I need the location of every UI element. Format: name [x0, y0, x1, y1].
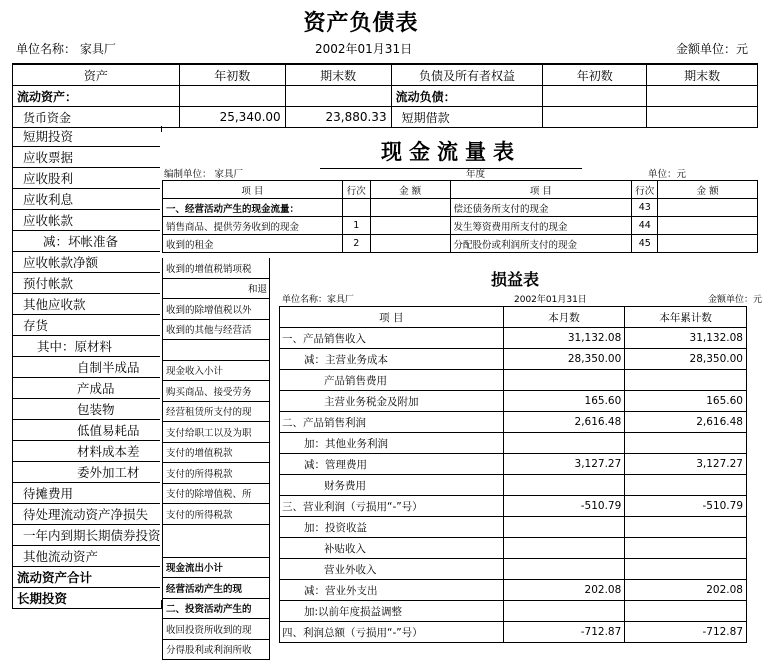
- balance-sheet-unit-name: 单位名称： 家具厂: [16, 42, 116, 56]
- cell-label[interactable]: 一、经营活动产生的现金流量：: [163, 199, 343, 217]
- list-item: [13, 147, 162, 168]
- list-item: [13, 567, 162, 588]
- list-item: [163, 639, 270, 660]
- section-cell[interactable]: 流动负债：: [391, 86, 543, 107]
- header-cell[interactable]: 年初数: [179, 64, 285, 86]
- table-row: [13, 86, 758, 107]
- list-item: [13, 126, 162, 147]
- cell-month[interactable]: 3,127.27: [503, 454, 625, 475]
- cell-label[interactable]: 包装物: [13, 399, 162, 420]
- cell-amount[interactable]: [370, 235, 450, 253]
- cell-label[interactable]: 支付的所得税款: [163, 463, 270, 484]
- cell-label[interactable]: 偿还债务所支付的现金: [450, 199, 632, 217]
- cell-line[interactable]: 44: [632, 217, 658, 235]
- table-row: [280, 433, 747, 454]
- table-row: [280, 517, 747, 538]
- balance-sheet-date: 2002年01月31日: [315, 42, 413, 56]
- cell-label[interactable]: 短期投资: [13, 126, 162, 147]
- cell-label[interactable]: 收到的其他与经营活: [163, 319, 270, 340]
- header-cell[interactable]: 资产: [13, 64, 180, 86]
- list-item: [163, 483, 270, 504]
- cell-year[interactable]: [625, 433, 747, 454]
- cell-year[interactable]: -712.87: [625, 622, 747, 643]
- cell-label[interactable]: 存货: [13, 315, 162, 336]
- list-item: [13, 441, 162, 462]
- cash-flow-year: 年度: [466, 169, 486, 180]
- header-cell[interactable]: 行次: [342, 181, 370, 199]
- list-item: [13, 420, 162, 441]
- header-cell[interactable]: 项 目: [163, 181, 343, 199]
- cell-label[interactable]: 支付给职工以及为职: [163, 422, 270, 443]
- header-cell[interactable]: 负债及所有者权益: [391, 64, 543, 86]
- cell-month[interactable]: [503, 433, 625, 454]
- list-item: [13, 189, 162, 210]
- cell-label[interactable]: 购买商品、接受劳务: [163, 381, 270, 402]
- cell-year[interactable]: [625, 370, 747, 391]
- cell-label[interactable]: 支付的增值税款: [163, 442, 270, 463]
- cell-label[interactable]: 收回投资所收到的现: [163, 619, 270, 640]
- cell-label[interactable]: [163, 524, 270, 557]
- cell-amount[interactable]: [370, 199, 450, 217]
- cell-label[interactable]: 二、产品销售利润: [280, 412, 504, 433]
- cell-month[interactable]: [503, 517, 625, 538]
- cell-amount[interactable]: [658, 217, 758, 235]
- cell-year[interactable]: [625, 601, 747, 622]
- cell-label[interactable]: 自制半成品: [13, 357, 162, 378]
- table-row: [280, 475, 747, 496]
- list-item: [163, 504, 270, 525]
- cell-year[interactable]: [625, 559, 747, 580]
- cell-label[interactable]: 发生筹资费用所支付的现金: [450, 217, 632, 235]
- cell-year[interactable]: [625, 475, 747, 496]
- list-item: [13, 336, 162, 357]
- cell-label[interactable]: 应收帐款: [13, 210, 162, 231]
- cell-label[interactable]: 财务费用: [280, 475, 504, 496]
- cell-year[interactable]: [625, 517, 747, 538]
- cash-flow-title: 现金流量表: [320, 136, 582, 169]
- cell[interactable]: [543, 107, 647, 128]
- balance-sheet-title: 资产负债表: [303, 10, 419, 36]
- list-item: [13, 588, 162, 609]
- cell-label[interactable]: 应收利息: [13, 189, 162, 210]
- cell-month[interactable]: [503, 559, 625, 580]
- cell-label[interactable]: [163, 340, 270, 361]
- list-item: [13, 252, 162, 273]
- cell-label[interactable]: 分配股份或利润所支付的现金: [450, 235, 632, 253]
- cell-label[interactable]: 货币资金: [13, 107, 180, 128]
- income-statement-table: [279, 306, 747, 643]
- list-item: [13, 168, 162, 189]
- cell-label[interactable]: 减：管理费用: [280, 454, 504, 475]
- income-statement-date: 2002年01月31日: [514, 295, 587, 305]
- cell-line[interactable]: 2: [342, 235, 370, 253]
- table-row: [280, 412, 747, 433]
- list-item: [13, 357, 162, 378]
- section-cell[interactable]: 流动资产：: [13, 86, 180, 107]
- cell-label[interactable]: 其中：原材料: [13, 336, 162, 357]
- cell-amount[interactable]: [658, 199, 758, 217]
- cell-label[interactable]: 低值易耗品: [13, 420, 162, 441]
- cell-label[interactable]: 支付的除增值税、所: [163, 483, 270, 504]
- cell-amount[interactable]: [370, 217, 450, 235]
- header-cell[interactable]: 本年累计数: [625, 307, 747, 328]
- cell-year[interactable]: 28,350.00: [625, 349, 747, 370]
- header-cell[interactable]: 项 目: [280, 307, 504, 328]
- header-cell[interactable]: 本月数: [503, 307, 625, 328]
- list-item: [13, 546, 162, 567]
- cell-label[interactable]: 三、营业利润（亏损用“-”号）: [280, 496, 504, 517]
- list-item: [163, 619, 270, 640]
- table-row: [280, 370, 747, 391]
- list-item: [163, 598, 270, 619]
- cell-label[interactable]: 一年内到期长期债券投资: [13, 525, 162, 546]
- list-item: [163, 524, 270, 557]
- table-row: [280, 454, 747, 475]
- cell-label[interactable]: 材料成本差: [13, 441, 162, 462]
- cell-label[interactable]: 待处理流动资产净损失: [13, 504, 162, 525]
- cell-end[interactable]: 23,880.33: [285, 107, 391, 128]
- cell-month[interactable]: 2,616.48: [503, 412, 625, 433]
- cell-label[interactable]: 减：坏帐准备: [13, 231, 162, 252]
- cell-label[interactable]: 委外加工材: [13, 462, 162, 483]
- cell-year[interactable]: 202.08: [625, 580, 747, 601]
- header-cell[interactable]: 年初数: [543, 64, 647, 86]
- cell-year[interactable]: -510.79: [625, 496, 747, 517]
- header-cell[interactable]: 行次: [632, 181, 658, 199]
- cell-line[interactable]: 1: [342, 217, 370, 235]
- cell-label[interactable]: 和退: [163, 278, 270, 299]
- income-statement-money-unit: 金额单位：元: [708, 295, 763, 305]
- table-row: [280, 349, 747, 370]
- table-row: [163, 199, 758, 217]
- income-statement-title: 损益表: [490, 270, 539, 289]
- table-row: [280, 580, 747, 601]
- cell-label[interactable]: 经营活动产生的现: [163, 578, 270, 599]
- income-statement-unit-name: 单位名称：家具厂: [282, 295, 355, 305]
- cell-month[interactable]: [503, 370, 625, 391]
- cell-label[interactable]: 减：主营业务成本: [280, 349, 504, 370]
- list-item: [163, 360, 270, 381]
- table-row: [280, 559, 747, 580]
- cell-line[interactable]: [342, 199, 370, 217]
- cell-month[interactable]: 202.08: [503, 580, 625, 601]
- list-item: [13, 273, 162, 294]
- cell-year[interactable]: 2,616.48: [625, 412, 747, 433]
- cell-label[interactable]: 现金收入小计: [163, 360, 270, 381]
- cash-flow-money-unit: 单位：元: [648, 169, 687, 180]
- cash-flow-table: [162, 180, 758, 253]
- header-cell[interactable]: 期末数: [285, 64, 391, 86]
- cell-amount[interactable]: [658, 235, 758, 253]
- list-item: [163, 442, 270, 463]
- cell[interactable]: [543, 86, 647, 107]
- list-item: [163, 319, 270, 340]
- cell-label[interactable]: 应收票据: [13, 147, 162, 168]
- cell-label[interactable]: 加：投资收益: [280, 517, 504, 538]
- cell-label[interactable]: 支付的所得税款: [163, 504, 270, 525]
- cell-label[interactable]: 收到的租金: [163, 235, 343, 253]
- cell-month[interactable]: [503, 475, 625, 496]
- table-row: [280, 622, 747, 643]
- cell-year[interactable]: 165.60: [625, 391, 747, 412]
- list-item: [13, 462, 162, 483]
- cell[interactable]: [285, 86, 391, 107]
- cell-label[interactable]: 其他应收款: [13, 294, 162, 315]
- cell-label[interactable]: 收到的增值税销项税: [163, 258, 270, 278]
- balance-sheet-table: [12, 63, 758, 128]
- list-item: [163, 299, 270, 320]
- header-cell[interactable]: 金 额: [370, 181, 450, 199]
- cell[interactable]: [647, 86, 758, 107]
- list-item: [163, 278, 270, 299]
- cell-label[interactable]: 主营业务税金及附加: [280, 391, 504, 412]
- cell[interactable]: [179, 86, 285, 107]
- cell-label[interactable]: 分得股利或利润所收: [163, 639, 270, 660]
- cell-label[interactable]: 产成品: [13, 378, 162, 399]
- cell-month[interactable]: -712.87: [503, 622, 625, 643]
- cell-label[interactable]: 现金流出小计: [163, 557, 270, 578]
- cell-label[interactable]: 经营租赁所支付的现: [163, 401, 270, 422]
- table-row: [280, 328, 747, 349]
- list-item: [13, 483, 162, 504]
- list-item: [13, 399, 162, 420]
- list-item: [13, 210, 162, 231]
- cell-label[interactable]: 产品销售费用: [280, 370, 504, 391]
- cash-flow-unit-name: 编制单位： 家具厂: [164, 169, 244, 180]
- table-row: [163, 235, 758, 253]
- cell-label[interactable]: 补贴收入: [280, 538, 504, 559]
- header-cell[interactable]: 金 额: [658, 181, 758, 199]
- cell-label[interactable]: 四、利润总额（亏损用“-”号）: [280, 622, 504, 643]
- cell-label[interactable]: 其他流动资产: [13, 546, 162, 567]
- cell-label[interactable]: 应收帐款净额: [13, 252, 162, 273]
- list-item: [163, 422, 270, 443]
- header-cell[interactable]: 项 目: [450, 181, 632, 199]
- list-item: [163, 258, 270, 278]
- cell-label[interactable]: 预付帐款: [13, 273, 162, 294]
- list-item: [13, 315, 162, 336]
- list-item: [163, 463, 270, 484]
- table-row: [163, 217, 758, 235]
- list-item: [13, 294, 162, 315]
- cell-month[interactable]: [503, 601, 625, 622]
- list-item: [163, 381, 270, 402]
- cell-label[interactable]: 待摊费用: [13, 483, 162, 504]
- table-row: [13, 107, 758, 128]
- cell-label[interactable]: 应收股利: [13, 168, 162, 189]
- cell[interactable]: [647, 107, 758, 128]
- header-cell[interactable]: 期末数: [647, 64, 758, 86]
- cell-month[interactable]: 165.60: [503, 391, 625, 412]
- cell-begin[interactable]: 25,340.00: [179, 107, 285, 128]
- table-row: [280, 601, 747, 622]
- income-statement-sheet: [276, 262, 770, 639]
- cell-label[interactable]: 流动资产合计: [13, 567, 162, 588]
- cell-month[interactable]: -510.79: [503, 496, 625, 517]
- balance-sheet-left-column: [12, 126, 162, 609]
- cell-label[interactable]: 加：其他业务利润: [280, 433, 504, 454]
- balance-sheet-header-row: [13, 64, 758, 86]
- cell-line[interactable]: 45: [632, 235, 658, 253]
- list-item: [13, 504, 162, 525]
- cell-year[interactable]: [625, 538, 747, 559]
- balance-sheet-money-unit: 金额单位：元: [675, 42, 748, 56]
- list-item: [13, 525, 162, 546]
- cell-label[interactable]: 短期借款: [391, 107, 543, 128]
- cell-label[interactable]: 减：营业外支出: [280, 580, 504, 601]
- cell-label[interactable]: 长期投资: [13, 588, 162, 609]
- cell-label[interactable]: 收到的除增值税以外: [163, 299, 270, 320]
- cell-month[interactable]: 28,350.00: [503, 349, 625, 370]
- income-statement-header-row: [280, 307, 747, 328]
- cell-label[interactable]: 营业外收入: [280, 559, 504, 580]
- cell-year[interactable]: 31,132.08: [625, 328, 747, 349]
- list-item: [13, 378, 162, 399]
- cell-month[interactable]: 31,132.08: [503, 328, 625, 349]
- list-item: [13, 231, 162, 252]
- cell-label[interactable]: 一、产品销售收入: [280, 328, 504, 349]
- cash-flow-header-row: [163, 181, 758, 199]
- list-item: [163, 578, 270, 599]
- table-row: [280, 496, 747, 517]
- list-item: [163, 340, 270, 361]
- cell-label[interactable]: 二、投资活动产生的: [163, 598, 270, 619]
- list-item: [163, 557, 270, 578]
- cell-line[interactable]: 43: [632, 199, 658, 217]
- list-item: [163, 401, 270, 422]
- cell-label[interactable]: 销售商品、提供劳务收到的现金: [163, 217, 343, 235]
- cell-label[interactable]: 加:以前年度损益调整: [280, 601, 504, 622]
- table-row: [280, 538, 747, 559]
- table-row: [280, 391, 747, 412]
- cell-month[interactable]: [503, 538, 625, 559]
- cell-year[interactable]: 3,127.27: [625, 454, 747, 475]
